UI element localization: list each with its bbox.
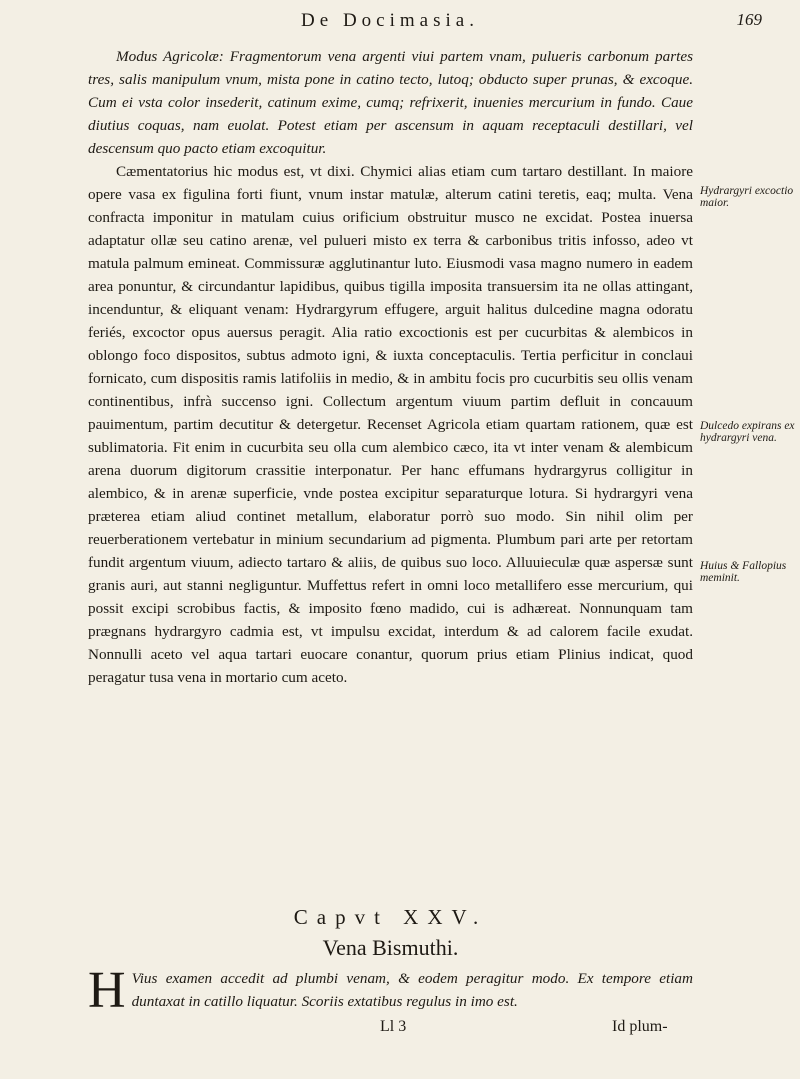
chapter-body-text: Vius examen accedit ad plumbi venam, & eodem peragitur modo. Ex tempore etiam duntaxat in catillo liquatur. Scoriis extatibus regulus in imo est. [131,970,693,1010]
margin-note-fallopius: Huius & Fallopius meminit. [700,560,787,584]
page-number: 169 [736,10,762,29]
paragraph-agricola-method: Modus Agricolæ: Fragmentorum vena argenti viui partem vnam, pulueris carbonum partes tres, salis manipulum vnum, mista pone in catino tecto, lutoq; obducto super prunas, & excoque. Cum ei vsta color insederit, catinum exime, cumq; refrixerit, inuenies mercurium in fundo. Caue diutius coquas, nam euolat. Potest etiam per ascensum in aquam receptaculi destillari, vel descensum quo pacto etiam excoquitur. [88,48,693,157]
chapter-body [88,962,693,1019]
paragraph-cementation: Cæmentatorius hic modus est, vt dixi. Chymici alias etiam cum tartaro destillant. In maiore opere vasa ex figulina forti fiunt, vnum instar matulæ, alterum catini teretis, eaq; multa. Vena confracta imponitur in matulam cuius orificium obstruitur musco ne excidat. Postea inuersa adaptatur ollæ seu catino arenæ, vel pulueri misto ex terra & carbonibus tritis infosso, adeo vt matula palmum emineat. Commissuræ agglutinantur luto. Eiusmodi vasa magno numero in eadem area ponuntur, & circundantur lapidibus, quibus tigilla imposita transuersim ita ne ollas attingant, incenduntur, & eliquant venam: Hydrargyrum effugere, arguit halitus dulcedine magna odoratu feriés, excoctor opus auersus peragit. Alia ratio excoctionis est per cucurbitas & alembicos in oblongo foco dispositos, subtus admoto igni, & iuxta conceptaculis. Tertia perficitur in conclaui fornicato, cum dispositis ramis latifoliis in medio, & in ambitu focis pro cucurbitis seu ollis venam continentibus, infrà succenso igni. Collectum argentum viuum partim defluit in concauum pauimentum, partim decutitur & detergetur. Recenset Agricola etiam quartam rationem, quæ est sublimatoria. Fit enim in cucurbita seu olla cum alembico cæco, ita vt inter venam & alembicum arena duorum digitorum crassitie interponatur. Per hanc effumans hydrargyrus colligitur in alembico, & in arenæ superficie, vnde postea excipitur separaturque lotura. Si hydrargyri vena præterea etiam aliud continet metallum, elaboratur porrò suo modo. Sin nihil olim per reuerberationem vertebatur in minium secundarium ad pigmenta. Plumbum pari arte per retortam fundit argentum viuum, adiecto tartaro & aliis, de quibus suo loco. Alluuieculæ quæ aspersæ sunt granis auri, aut stanni negliguntur. Muffettus refert in omni loco metallifero esse mercurium, qui possit excipi scrobibus factis, & imposito fœno madido, cui is adhæreat. Nonnunquam tam prægnans hydrargyro cadmia est, vt impulsu excidat, interdum & ad calorem facile exudat. Nonnulli aceto vel aqua tartari euocare conantur, quorum prius etiam Plinius indicat, quod peragatur tusa vena in mortario cum aceto. [88,163,693,686]
main-text [88,45,693,689]
chapter-subtitle: Vena Bismuthi. [322,935,459,960]
chapter-heading: Capvt XXV. [293,905,488,929]
margin-note-dulcedo: Dulcedo expirans ex hydrargyri vena. [700,420,795,444]
running-head: De Docimasia. [301,10,479,31]
signature-mark: Ll 3 [380,1018,407,1035]
catchword: Id plum- [612,1018,668,1035]
drop-cap: H [88,962,126,1019]
margin-note-excoctio: Hydrargyri excoctio maior. [700,185,794,209]
